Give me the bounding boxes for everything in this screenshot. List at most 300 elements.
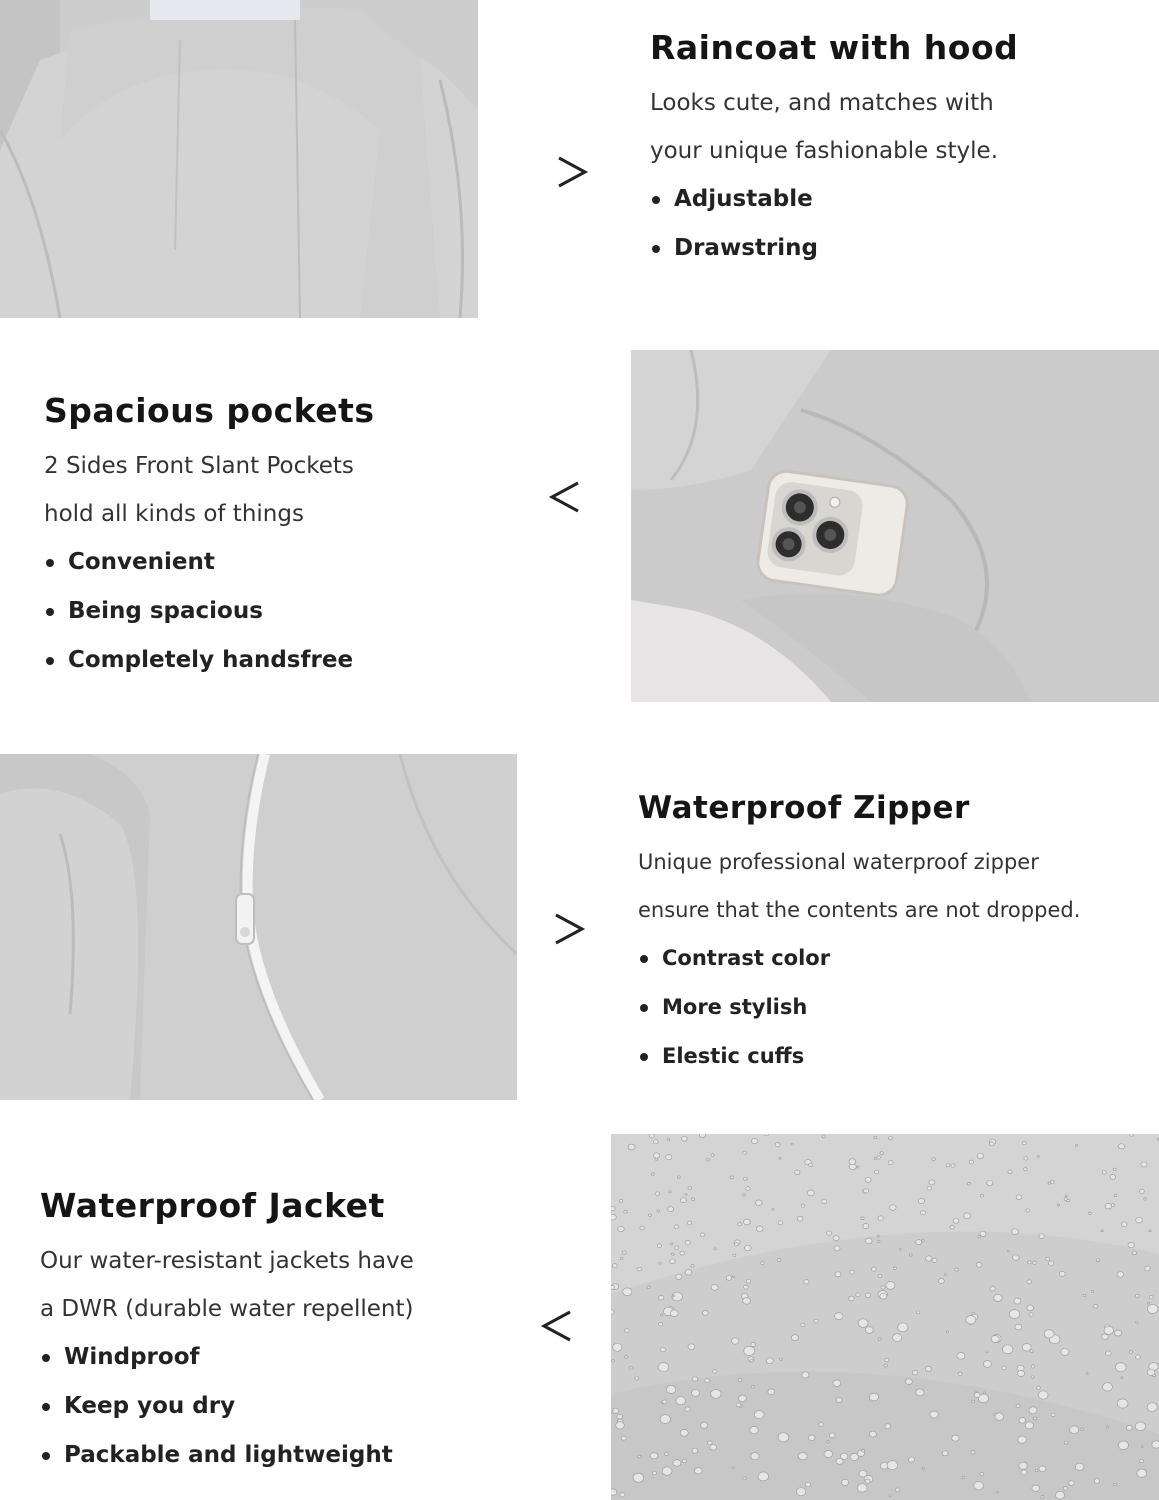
water-droplet xyxy=(780,1358,783,1360)
water-droplet xyxy=(791,1335,798,1341)
water-droplet xyxy=(1114,1194,1117,1196)
water-droplet xyxy=(1032,1485,1040,1491)
water-droplet xyxy=(836,1398,842,1403)
water-droplet xyxy=(885,1358,889,1362)
water-droplet xyxy=(619,1199,622,1202)
water-droplet xyxy=(1117,1399,1128,1408)
water-droplet xyxy=(692,1448,698,1453)
water-droplet xyxy=(750,1426,759,1433)
water-droplet xyxy=(1031,1365,1035,1368)
water-droplet xyxy=(1096,1259,1099,1262)
water-droplet xyxy=(1140,1189,1145,1193)
water-droplet xyxy=(1007,1250,1009,1252)
water-droplet xyxy=(880,1152,883,1155)
water-droplet xyxy=(909,1254,912,1256)
water-droplet xyxy=(700,1134,706,1138)
water-droplet xyxy=(805,1482,810,1487)
water-droplet xyxy=(649,1214,652,1216)
water-droplet xyxy=(898,1323,908,1332)
water-droplet xyxy=(893,1334,902,1342)
feature-item: Convenient xyxy=(44,538,375,587)
water-droplet xyxy=(703,1311,709,1316)
water-droplet xyxy=(1061,1348,1069,1355)
water-droplet xyxy=(682,1459,686,1463)
water-droplet xyxy=(927,1186,931,1190)
water-droplet xyxy=(1018,1436,1027,1443)
feature-list xyxy=(44,538,375,685)
water-droplet xyxy=(1037,1156,1039,1158)
water-droplet xyxy=(1137,1469,1147,1477)
water-droplet xyxy=(916,1389,924,1396)
water-droplet xyxy=(1009,1310,1020,1319)
water-droplet xyxy=(732,1276,734,1278)
water-droplet xyxy=(796,1488,805,1496)
water-droplet xyxy=(952,1435,959,1441)
section-title: Raincoat with hood xyxy=(650,28,1019,67)
water-droplet xyxy=(899,1248,901,1250)
feature-list xyxy=(650,175,1018,273)
water-droplet xyxy=(669,1191,672,1193)
water-droplet xyxy=(893,1267,896,1270)
water-droplet xyxy=(1119,1144,1125,1149)
water-droplet xyxy=(1024,1168,1028,1171)
section-title: Spacious pockets xyxy=(44,391,375,430)
water-droplet xyxy=(768,1389,775,1395)
water-droplet xyxy=(775,1143,780,1147)
water-droplet xyxy=(849,1296,855,1301)
water-droplet xyxy=(858,1319,868,1328)
water-droplet xyxy=(1117,1272,1124,1278)
pocket-photo xyxy=(631,350,1159,702)
water-droplet xyxy=(657,1210,660,1212)
water-droplet xyxy=(665,1452,669,1455)
water-droplet xyxy=(1025,1422,1033,1429)
feature-list xyxy=(638,934,1080,1081)
water-droplet xyxy=(764,1134,768,1136)
feature-item: More stylish xyxy=(638,983,1080,1032)
water-droplet xyxy=(756,1200,763,1206)
water-droplet xyxy=(888,1161,893,1165)
water-droplet xyxy=(890,1205,897,1211)
water-droplet xyxy=(991,1336,999,1343)
water-droplet xyxy=(659,1295,664,1300)
water-droplet xyxy=(666,1155,672,1160)
feature-section-jacket xyxy=(0,1130,1159,1500)
water-droplet xyxy=(1106,1351,1112,1356)
water-droplet xyxy=(908,1457,914,1462)
water-droplet xyxy=(635,1377,639,1380)
water-droplet xyxy=(856,1293,860,1297)
water-droplet xyxy=(795,1170,800,1175)
section-title: Waterproof Jacket xyxy=(40,1186,385,1225)
water-droplet xyxy=(865,1177,871,1182)
water-droplet xyxy=(1129,1351,1132,1354)
water-droplet xyxy=(675,1246,679,1250)
water-droplet xyxy=(726,1276,731,1281)
zipper-text xyxy=(638,790,1080,1081)
water-droplet xyxy=(906,1379,913,1385)
water-droplet xyxy=(942,1451,948,1456)
water-droplet xyxy=(974,1482,984,1490)
water-droplet xyxy=(612,1360,615,1362)
water-droplet xyxy=(612,1264,617,1268)
water-droplet xyxy=(1019,1462,1027,1469)
chevron-left-icon xyxy=(546,477,582,517)
water-droplet xyxy=(859,1470,867,1477)
water-droplet xyxy=(822,1135,825,1138)
water-droplet xyxy=(1115,1330,1122,1336)
water-droplet xyxy=(1008,1170,1012,1174)
water-droplet xyxy=(857,1166,859,1168)
water-droplet xyxy=(681,1136,687,1141)
water-droplet xyxy=(1016,1195,1022,1200)
water-droplet xyxy=(673,1295,675,1297)
water-droplet xyxy=(732,1467,734,1469)
water-droplet xyxy=(651,1173,654,1175)
water-droplet xyxy=(673,1460,681,1467)
water-droplet xyxy=(1147,1304,1158,1313)
water-droplet xyxy=(878,1241,880,1243)
water-droplet xyxy=(751,1385,754,1388)
water-droplet xyxy=(738,1378,741,1381)
water-droplet xyxy=(801,1323,805,1326)
water-droplet xyxy=(841,1453,848,1459)
water-droplet xyxy=(777,1258,781,1261)
water-droplet xyxy=(685,1193,687,1195)
water-droplet xyxy=(822,1199,827,1203)
water-droplet xyxy=(680,1430,688,1437)
water-droplet xyxy=(676,1274,682,1279)
water-droplet xyxy=(878,1216,883,1220)
water-droplet xyxy=(1136,1355,1141,1359)
water-droplet xyxy=(677,1176,680,1178)
water-droplet xyxy=(921,1211,926,1215)
water-droplet xyxy=(672,1253,675,1255)
water-droplet xyxy=(732,1338,739,1344)
water-droplet xyxy=(692,1377,697,1381)
water-droplet xyxy=(743,1151,747,1154)
water-droplet xyxy=(657,1244,661,1248)
water-droplet xyxy=(744,1285,749,1289)
water-droplet xyxy=(708,1441,713,1445)
water-droplet xyxy=(976,1262,982,1267)
water-droplet xyxy=(1130,1134,1134,1136)
water-droplet xyxy=(1141,1446,1143,1448)
water-droplet xyxy=(1023,1142,1027,1145)
water-droplet xyxy=(814,1319,818,1323)
water-droplet xyxy=(1022,1344,1031,1352)
water-droplet xyxy=(946,1331,948,1333)
water-droplet xyxy=(1037,1386,1041,1389)
water-droplet xyxy=(874,1136,877,1138)
water-droplet xyxy=(1016,1404,1020,1407)
section-desc-line: your unique fashionable style. xyxy=(650,138,999,164)
water-droplet xyxy=(658,1363,669,1372)
water-droplet xyxy=(691,1198,694,1201)
feature-item: Drawstring xyxy=(650,224,1018,273)
water-droplet xyxy=(1041,1496,1044,1499)
water-droplet xyxy=(922,1468,924,1470)
water-droplet xyxy=(1104,1326,1114,1334)
water-droplet xyxy=(1049,1261,1054,1265)
feature-item: Completely handsfree xyxy=(44,636,375,685)
water-droplet xyxy=(950,1225,954,1229)
water-droplet xyxy=(659,1322,663,1326)
water-droplet xyxy=(798,1453,807,1460)
water-droplet xyxy=(1121,1222,1127,1227)
water-droplet xyxy=(752,1138,758,1143)
water-droplet xyxy=(685,1407,690,1411)
water-droplet xyxy=(668,1207,674,1212)
feature-item: Packable and lightweight xyxy=(40,1431,414,1480)
water-droplet xyxy=(1110,1175,1116,1180)
water-droplet xyxy=(929,1180,935,1185)
water-droplet xyxy=(997,1491,999,1493)
water-droplet xyxy=(1057,1204,1059,1206)
water-droplet xyxy=(1033,1261,1037,1264)
feature-section-hood xyxy=(0,0,1159,330)
feature-section-pockets xyxy=(0,345,1159,715)
water-droplet xyxy=(1140,1459,1144,1462)
water-droplet xyxy=(638,1455,641,1458)
water-droplet xyxy=(849,1159,856,1165)
water-droplet xyxy=(661,1314,663,1316)
water-droplet xyxy=(926,1366,932,1371)
water-droplet xyxy=(819,1423,823,1427)
water-droplet xyxy=(1030,1350,1033,1353)
water-droplet xyxy=(624,1210,627,1213)
section-desc-line: hold all kinds of things xyxy=(44,501,304,527)
water-droplet xyxy=(1128,1242,1134,1247)
water-droplet xyxy=(886,1282,895,1290)
water-droplet xyxy=(1026,1209,1030,1212)
water-droplet xyxy=(1031,1376,1034,1379)
water-droplet xyxy=(1028,1261,1031,1264)
water-droplet xyxy=(761,1262,765,1265)
water-droplet xyxy=(611,1310,614,1315)
water-droplet xyxy=(966,1316,976,1324)
feature-item: Windproof xyxy=(40,1333,414,1382)
water-droplet xyxy=(1075,1463,1084,1470)
water-droplet xyxy=(1136,1217,1143,1223)
water-droplet xyxy=(1145,1266,1151,1271)
water-droplet xyxy=(865,1479,870,1483)
water-droplet xyxy=(695,1468,703,1474)
water-droplet xyxy=(987,1180,993,1185)
water-droplet xyxy=(1051,1413,1055,1416)
water-droplet xyxy=(878,1275,882,1278)
water-droplet xyxy=(713,1370,717,1374)
water-droplet xyxy=(711,1390,721,1399)
water-droplet xyxy=(1044,1330,1054,1338)
water-droplet xyxy=(1111,1204,1114,1207)
water-droplet xyxy=(889,1137,893,1140)
water-droplet xyxy=(1035,1469,1038,1471)
feature-list xyxy=(40,1333,414,1480)
water-droplet xyxy=(744,1219,751,1225)
water-droplet xyxy=(972,1400,975,1403)
water-droplet xyxy=(1091,1290,1094,1292)
water-droplet xyxy=(861,1217,864,1220)
water-droplet xyxy=(733,1254,736,1257)
water-droplet xyxy=(611,1206,615,1210)
water-droplet xyxy=(955,1268,958,1271)
water-droplet xyxy=(1105,1203,1112,1209)
water-droplet xyxy=(827,1441,830,1443)
water-droplet xyxy=(1063,1487,1067,1491)
water-droplet xyxy=(916,1311,920,1314)
water-droplet xyxy=(1039,1466,1046,1472)
water-droplet xyxy=(1149,1230,1151,1232)
section-desc-line: Unique professional waterproof zipper xyxy=(638,850,1039,874)
water-droplet xyxy=(889,1495,891,1497)
water-droplet xyxy=(1027,1280,1032,1284)
water-droplet xyxy=(613,1343,622,1351)
water-droplet xyxy=(685,1241,690,1245)
water-droplet xyxy=(659,1262,661,1264)
water-droplet xyxy=(1050,1181,1054,1184)
section-desc-line: ensure that the contents are not dropped. xyxy=(638,898,1081,922)
water-droplet xyxy=(778,1221,783,1225)
water-droplet xyxy=(751,1453,759,1460)
water-droplet xyxy=(1002,1345,1013,1354)
water-droplet xyxy=(912,1370,918,1375)
water-droplet xyxy=(701,1422,708,1428)
water-droplet xyxy=(869,1431,876,1437)
water-droplet xyxy=(650,1453,657,1459)
feature-item: Contrast color xyxy=(638,934,1080,983)
water-droplet xyxy=(743,1477,746,1480)
water-droplet xyxy=(688,1186,692,1189)
water-droplet xyxy=(743,1194,746,1196)
water-droplet xyxy=(880,1293,887,1299)
water-droplet xyxy=(628,1144,635,1150)
water-droplet xyxy=(930,1411,938,1418)
water-droplet xyxy=(1094,1479,1099,1484)
water-droplet xyxy=(962,1477,965,1479)
water-droplet xyxy=(611,1489,617,1495)
water-droplet xyxy=(670,1259,676,1264)
water-droplet xyxy=(1046,1257,1050,1260)
water-droplet xyxy=(1067,1199,1070,1201)
water-droplet xyxy=(791,1143,793,1145)
water-droplet xyxy=(622,1251,626,1254)
water-droplet xyxy=(990,1142,994,1146)
feature-item: Elestic cuffs xyxy=(638,1032,1080,1081)
water-droplet xyxy=(994,1294,1003,1301)
water-droplet xyxy=(676,1397,686,1405)
water-droplet xyxy=(871,1267,876,1271)
water-droplet xyxy=(625,1329,630,1333)
water-droplet xyxy=(842,1479,849,1485)
water-droplet xyxy=(746,1279,751,1283)
water-droplet xyxy=(671,1243,673,1245)
water-droplet xyxy=(670,1310,678,1317)
water-droplet xyxy=(946,1164,950,1167)
water-droplet xyxy=(969,1160,973,1164)
water-droplet xyxy=(1147,1403,1157,1412)
water-droplet xyxy=(662,1467,672,1475)
water-droplet xyxy=(1019,1418,1026,1424)
water-droplet xyxy=(766,1358,773,1364)
water-droplet xyxy=(711,1284,718,1290)
water-droplet xyxy=(620,1257,623,1259)
water-droplet xyxy=(926,1256,932,1261)
water-droplet xyxy=(797,1216,803,1221)
water-droplet xyxy=(660,1415,670,1424)
water-droplet xyxy=(1065,1195,1067,1197)
water-droplet xyxy=(971,1451,975,1454)
water-droplet xyxy=(1086,1373,1088,1375)
section-desc-line: a DWR (durable water repellent) xyxy=(40,1296,414,1322)
feature-section-zipper xyxy=(0,752,1159,1102)
water-droplet xyxy=(807,1190,814,1196)
water-droplet xyxy=(980,1473,984,1476)
water-droplet xyxy=(801,1204,805,1207)
water-droplet xyxy=(746,1187,750,1191)
water-droplet xyxy=(654,1140,659,1144)
water-droplet xyxy=(922,1240,925,1242)
water-droplet xyxy=(649,1134,654,1138)
water-droplet xyxy=(750,1359,753,1362)
water-droplet xyxy=(1015,1324,1022,1330)
water-droplet xyxy=(751,1342,756,1346)
water-droplet xyxy=(674,1225,678,1229)
section-desc-line: Our water-resistant jackets have xyxy=(40,1248,414,1274)
water-droplet xyxy=(1029,1313,1033,1317)
water-droplet xyxy=(986,1351,988,1353)
water-droplet xyxy=(680,1198,686,1203)
water-droplet xyxy=(734,1243,738,1246)
water-droplet xyxy=(833,1380,841,1387)
water-droplet xyxy=(977,1153,983,1158)
water-droplet xyxy=(983,1392,985,1394)
water-droplet xyxy=(616,1422,625,1429)
water-droplet xyxy=(865,1238,872,1244)
water-droplet xyxy=(745,1245,752,1251)
water-droplet xyxy=(1069,1481,1075,1486)
water-droplet xyxy=(967,1183,970,1186)
feature-item: Adjustable xyxy=(650,175,1018,224)
water-droplet xyxy=(701,1233,705,1237)
water-droplet xyxy=(1119,1441,1129,1450)
water-droplet xyxy=(850,1453,858,1460)
water-droplet xyxy=(862,1450,865,1453)
water-droplet xyxy=(640,1226,644,1230)
water-droplet xyxy=(692,1389,700,1396)
water-droplet xyxy=(916,1240,922,1245)
water-droplet xyxy=(865,1327,873,1334)
water-droplet xyxy=(1102,1334,1109,1340)
water-droplet xyxy=(918,1198,924,1203)
water-droplet xyxy=(739,1395,747,1402)
water-droplet xyxy=(663,1400,667,1404)
water-droplet xyxy=(850,1270,855,1274)
water-droplet xyxy=(874,1170,878,1174)
water-droplet xyxy=(691,1265,694,1268)
water-droplet xyxy=(623,1288,632,1296)
water-droplet xyxy=(808,1435,815,1441)
water-droplet xyxy=(884,1364,887,1367)
water-droplet xyxy=(653,1153,659,1158)
water-droplet xyxy=(1106,1426,1109,1428)
water-droplet xyxy=(1059,1271,1065,1276)
water-droplets-photo xyxy=(611,1134,1159,1500)
water-droplet xyxy=(1024,1157,1028,1160)
water-droplet xyxy=(885,1424,891,1429)
water-droplet xyxy=(1065,1441,1068,1444)
water-droplet xyxy=(758,1472,769,1481)
